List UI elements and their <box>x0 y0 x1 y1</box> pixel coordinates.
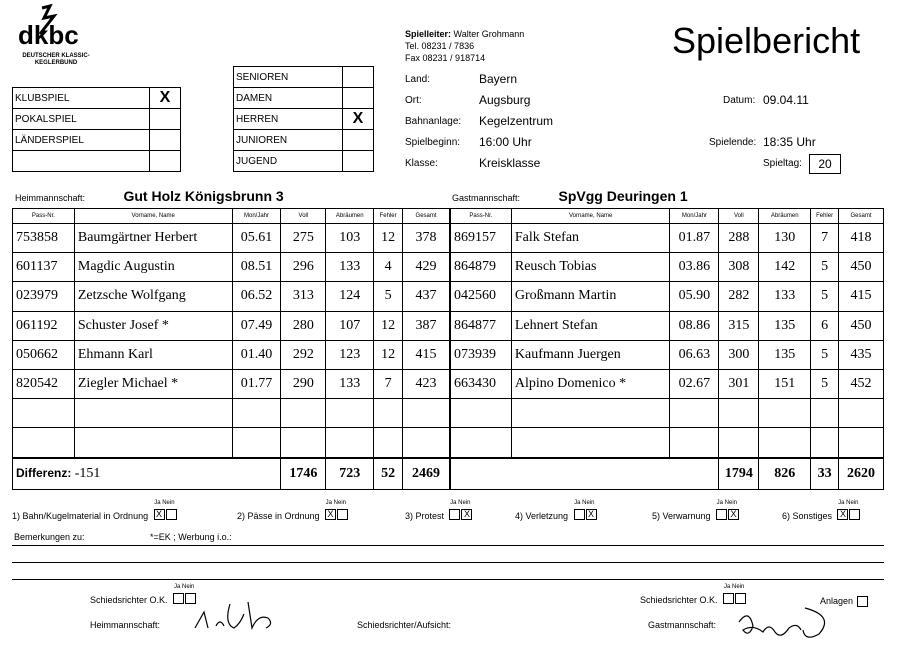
spieltag-label: Spieltag: <box>763 158 802 169</box>
logo-line1: DEUTSCHER KLASSIC- <box>22 53 90 59</box>
guest-cell-abraeumen[interactable]: 151 <box>759 369 811 398</box>
schiri-ok-label-right: Schiedsrichter O.K. <box>640 595 718 605</box>
schiri-ok-label-left: Schiedsrichter O.K. <box>90 595 168 605</box>
spielende-label: Spielende: <box>709 137 757 148</box>
guest-cell-voll[interactable]: 308 <box>719 253 759 282</box>
home-cell-voll[interactable]: 280 <box>281 311 326 340</box>
check-nein-box[interactable]: X <box>461 509 472 520</box>
home-cell-fehler[interactable]: 12 <box>374 224 403 253</box>
home-cell-fehler[interactable]: 12 <box>374 340 403 369</box>
home-cell-fehler[interactable]: 7 <box>374 369 403 398</box>
home-cell-abraeumen[interactable] <box>326 428 374 458</box>
guest-signature-icon <box>735 602 835 642</box>
home-cell-mon-jahr[interactable] <box>232 428 281 458</box>
home-cell-name[interactable]: Zetzsche Wolfgang <box>74 282 232 311</box>
match-info <box>405 70 885 175</box>
table-row <box>13 282 450 311</box>
guest-col-abraeumen: Abräumen <box>759 209 811 224</box>
check-item-3 <box>405 500 472 524</box>
spielende-value[interactable]: 18:35 Uhr <box>763 135 816 149</box>
home-cell-gesamt[interactable]: 437 <box>403 282 450 311</box>
land-label: Land: <box>405 74 431 85</box>
check-item-2 <box>237 500 348 524</box>
guest-cell-pass-nr[interactable]: 663430 <box>451 369 512 398</box>
home-cell-voll[interactable]: 296 <box>281 253 326 282</box>
home-cell-name[interactable]: Ehmann Karl <box>74 340 232 369</box>
home-cell-voll[interactable]: 275 <box>281 224 326 253</box>
check-jn-label: Ja Nein <box>574 500 595 506</box>
guest-cell-voll[interactable]: 301 <box>719 369 759 398</box>
table-row <box>451 340 884 369</box>
guest-cell-abraeumen[interactable] <box>759 428 811 458</box>
table-row <box>451 311 884 340</box>
datum-label: Datum: <box>723 95 756 106</box>
spielbeginn-label: Spielbeginn: <box>405 137 461 148</box>
fax-label: Fax <box>405 53 421 63</box>
home-cell-name[interactable]: Schuster Josef * <box>74 311 232 340</box>
home-cell-pass-nr[interactable]: 820542 <box>13 369 75 398</box>
home-cell-pass-nr[interactable]: 061192 <box>13 311 75 340</box>
home-cell-abraeumen[interactable]: 107 <box>326 311 374 340</box>
guest-cell-mon-jahr[interactable]: 06.63 <box>670 340 719 369</box>
guest-cell-gesamt[interactable]: 435 <box>839 340 884 369</box>
footer-heim-label: Heimmannschaft: <box>90 620 161 630</box>
guest-cell-voll[interactable]: 315 <box>719 311 759 340</box>
check-jn-label: Ja Nein <box>838 500 859 506</box>
table-row <box>451 282 884 311</box>
cat-herren-mark[interactable]: X <box>343 109 374 130</box>
footer-jn-right: Ja Nein <box>724 584 745 590</box>
home-cell-name[interactable] <box>74 428 232 458</box>
check-ja-box[interactable]: X <box>325 509 336 520</box>
table-row <box>13 340 450 369</box>
bahnanlage-label: Bahnanlage: <box>405 116 462 127</box>
fax-value: 08231 / 918714 <box>422 53 486 63</box>
home-total-row <box>13 458 450 490</box>
home-cell-voll[interactable] <box>281 428 326 458</box>
logo-line2: KEGLERBUND <box>34 60 78 66</box>
cat-laenderspiel-mark[interactable] <box>150 130 181 151</box>
schiri-ok-right-ja[interactable] <box>723 593 734 604</box>
guest-col-mon-jahr: Mon/Jahr <box>670 209 719 224</box>
check-jn-label: Ja Nein <box>450 500 471 506</box>
home-cell-abraeumen[interactable]: 123 <box>326 340 374 369</box>
cat-senioren: SENIOREN <box>234 67 343 88</box>
home-cell-fehler[interactable] <box>374 428 403 458</box>
home-cell-pass-nr[interactable]: 753858 <box>13 224 75 253</box>
home-cell-mon-jahr[interactable] <box>232 399 281 428</box>
cat-jugend-mark[interactable] <box>343 151 374 172</box>
table-row <box>451 224 884 253</box>
home-cell-abraeumen[interactable] <box>326 399 374 428</box>
home-cell-name[interactable]: Ziegler Michael * <box>74 369 232 398</box>
guest-cell-pass-nr[interactable] <box>451 428 512 458</box>
cat-jugend: JUGEND <box>234 151 343 172</box>
home-cell-voll[interactable] <box>281 399 326 428</box>
check-ja-box[interactable]: X <box>154 509 165 520</box>
guest-total-row <box>451 458 884 490</box>
guest-cell-fehler[interactable] <box>811 399 839 428</box>
guest-cell-abraeumen[interactable]: 133 <box>759 282 811 311</box>
home-cell-gesamt[interactable]: 387 <box>403 311 450 340</box>
guest-cell-abraeumen[interactable] <box>759 399 811 428</box>
table-row <box>451 253 884 282</box>
land-value[interactable]: Bayern <box>479 72 518 86</box>
guest-cell-abraeumen[interactable]: 135 <box>759 311 811 340</box>
guest-cell-pass-nr[interactable]: 073939 <box>451 340 512 369</box>
class-type-table <box>233 66 374 172</box>
check-nein-box[interactable] <box>166 509 177 520</box>
guest-cell-gesamt[interactable]: 452 <box>839 369 884 398</box>
guest-cell-mon-jahr[interactable] <box>670 399 719 428</box>
home-cell-gesamt[interactable]: 423 <box>403 369 450 398</box>
home-cell-abraeumen[interactable]: 133 <box>326 369 374 398</box>
guest-cell-pass-nr[interactable]: 042560 <box>451 282 512 311</box>
home-cell-name[interactable]: Magdic Augustin <box>74 253 232 282</box>
guest-cell-voll[interactable] <box>719 399 759 428</box>
remarks-text[interactable]: *=EK ; Werbung i.o.: <box>150 532 232 542</box>
guest-cell-fehler[interactable]: 5 <box>811 253 839 282</box>
check-label: 5) Verwarnung <box>652 511 711 521</box>
home-cell-name[interactable]: Baumgärtner Herbert <box>74 224 232 253</box>
check-nein-box[interactable] <box>849 509 860 520</box>
bahnanlage-value[interactable]: Kegelzentrum <box>479 114 554 128</box>
check-nein-box[interactable] <box>337 509 348 520</box>
guest-col-name: Vorname, Name <box>511 209 670 224</box>
page-title: Spielbericht <box>672 20 861 61</box>
guest-cell-name[interactable]: Alpino Domenico * <box>511 369 670 398</box>
home-col-fehler: Fehler <box>374 209 403 224</box>
home-col-pass-nr: Pass-Nr. <box>13 209 75 224</box>
home-team <box>15 188 284 206</box>
check-ja-box[interactable] <box>716 509 727 520</box>
guest-cell-pass-nr[interactable]: 864879 <box>451 253 512 282</box>
check-nein-box[interactable]: X <box>586 509 597 520</box>
home-col-abraeumen: Abräumen <box>326 209 374 224</box>
guest-cell-mon-jahr[interactable]: 05.90 <box>670 282 719 311</box>
cat-empty <box>13 151 150 172</box>
guest-cell-gesamt[interactable] <box>839 428 884 458</box>
guest-cell-abraeumen[interactable]: 142 <box>759 253 811 282</box>
cat-laenderspiel: LÄNDERSPIEL <box>13 130 150 151</box>
home-cell-abraeumen[interactable]: 103 <box>326 224 374 253</box>
check-ja-box[interactable]: X <box>837 509 848 520</box>
home-cell-gesamt[interactable]: 429 <box>403 253 450 282</box>
check-label: 1) Bahn/Kugelmaterial in Ordnung <box>12 511 149 521</box>
cat-junioren: JUNIOREN <box>234 130 343 151</box>
home-cell-gesamt[interactable]: 378 <box>403 224 450 253</box>
home-cell-fehler[interactable] <box>374 399 403 428</box>
home-team-label: Heimmannschaft: <box>15 193 86 203</box>
guest-cell-voll[interactable]: 288 <box>719 224 759 253</box>
guest-cell-name[interactable] <box>511 428 670 458</box>
guest-cell-mon-jahr[interactable]: 03.86 <box>670 253 719 282</box>
ort-label: Ort: <box>405 95 422 106</box>
cat-pokalspiel: POKALSPIEL <box>13 109 150 130</box>
guest-cell-gesamt[interactable]: 418 <box>839 224 884 253</box>
klasse-label: Klasse: <box>405 158 438 169</box>
home-cell-abraeumen[interactable]: 124 <box>326 282 374 311</box>
footer-schiri-ok-left <box>90 584 196 608</box>
guest-cell-mon-jahr[interactable] <box>670 428 719 458</box>
home-cell-pass-nr[interactable] <box>13 428 75 458</box>
table-row <box>13 399 450 428</box>
klasse-value[interactable]: Kreisklasse <box>479 156 541 170</box>
spielleiter-name: Walter Grohmann <box>453 29 525 39</box>
guest-cell-pass-nr[interactable]: 864877 <box>451 311 512 340</box>
guest-cell-name[interactable]: Großmann Martin <box>511 282 670 311</box>
guest-cell-voll[interactable]: 282 <box>719 282 759 311</box>
logo-letters: dkbc <box>18 20 79 48</box>
table-row <box>451 428 884 458</box>
home-cell-name[interactable] <box>74 399 232 428</box>
check-label: 4) Verletzung <box>515 511 569 521</box>
guest-team <box>452 188 688 206</box>
footer-gast-label: Gastmannschaft: <box>648 620 717 630</box>
guest-cell-name[interactable]: Reusch Tobias <box>511 253 670 282</box>
guest-col-voll: Voll <box>719 209 759 224</box>
guest-cell-fehler[interactable]: 7 <box>811 224 839 253</box>
cat-junioren-mark[interactable] <box>343 130 374 151</box>
guest-players-table <box>450 208 884 490</box>
home-total-gesamt[interactable]: 2469 <box>403 458 450 490</box>
guest-total-abraeumen[interactable]: 826 <box>759 458 811 490</box>
guest-cell-name[interactable]: Lehnert Stefan <box>511 311 670 340</box>
cat-herren: HERREN <box>234 109 343 130</box>
guest-col-gesamt: Gesamt <box>839 209 884 224</box>
check-item-4 <box>515 500 597 524</box>
differenz-value[interactable]: -151 <box>74 465 101 481</box>
home-cell-abraeumen[interactable]: 133 <box>326 253 374 282</box>
cat-pokalspiel-mark[interactable] <box>150 109 181 130</box>
anlagen-checkbox[interactable] <box>857 596 868 607</box>
guest-cell-abraeumen[interactable]: 135 <box>759 340 811 369</box>
home-team-name[interactable]: Gut Holz Königsbrunn 3 <box>123 188 284 204</box>
home-col-gesamt: Gesamt <box>403 209 450 224</box>
home-col-name: Vorname, Name <box>74 209 232 224</box>
check-ja-box[interactable] <box>574 509 585 520</box>
tel-value: 08231 / 7836 <box>421 41 475 51</box>
home-total-abraeumen[interactable]: 723 <box>326 458 374 490</box>
schiri-ok-left-ja[interactable] <box>173 593 184 604</box>
home-cell-pass-nr[interactable]: 050662 <box>13 340 75 369</box>
guest-cell-name[interactable]: Kaufmann Juergen <box>511 340 670 369</box>
check-item-6 <box>782 500 860 524</box>
remarks-line-1 <box>12 545 884 546</box>
guest-cell-pass-nr[interactable]: 869157 <box>451 224 512 253</box>
cat-klubspiel: KLUBSPIEL <box>13 88 150 109</box>
anlagen-label: Anlagen <box>820 596 854 606</box>
guest-cell-voll[interactable] <box>719 428 759 458</box>
guest-cell-abraeumen[interactable]: 130 <box>759 224 811 253</box>
guest-cell-pass-nr[interactable] <box>451 399 512 428</box>
home-cell-mon-jahr[interactable]: 06.52 <box>232 282 281 311</box>
spielleiter-block <box>405 28 524 64</box>
table-row <box>13 253 450 282</box>
spielleiter-label: Spielleiter: <box>405 29 452 39</box>
home-cell-mon-jahr[interactable]: 01.77 <box>232 369 281 398</box>
remarks-label: Bemerkungen zu: <box>14 532 85 542</box>
guest-cell-fehler[interactable]: 5 <box>811 340 839 369</box>
check-jn-label: Ja Nein <box>325 500 346 506</box>
home-col-voll: Voll <box>281 209 326 224</box>
guest-cell-gesamt[interactable]: 450 <box>839 311 884 340</box>
home-cell-fehler[interactable]: 4 <box>374 253 403 282</box>
home-cell-fehler[interactable]: 5 <box>374 282 403 311</box>
home-players-table <box>12 208 450 490</box>
footer-schiri-ok-right <box>640 584 746 608</box>
check-label: 2) Pässe in Ordnung <box>237 511 320 521</box>
datum-value[interactable]: 09.04.11 <box>763 93 809 107</box>
guest-cell-name[interactable]: Falk Stefan <box>511 224 670 253</box>
home-cell-gesamt[interactable] <box>403 399 450 428</box>
guest-cell-gesamt[interactable] <box>839 399 884 428</box>
table-row <box>13 369 450 398</box>
guest-cell-fehler[interactable]: 5 <box>811 369 839 398</box>
home-cell-pass-nr[interactable] <box>13 399 75 428</box>
home-cell-voll[interactable]: 313 <box>281 282 326 311</box>
guest-cell-mon-jahr[interactable]: 01.87 <box>670 224 719 253</box>
home-signature-icon <box>190 598 285 634</box>
guest-cell-fehler[interactable]: 6 <box>811 311 839 340</box>
home-total-voll[interactable]: 1746 <box>281 458 326 490</box>
check-label: 6) Sonstiges <box>782 511 833 521</box>
table-row <box>13 428 450 458</box>
guest-cell-gesamt[interactable]: 415 <box>839 282 884 311</box>
cat-damen-mark[interactable] <box>343 88 374 109</box>
guest-cell-gesamt[interactable]: 450 <box>839 253 884 282</box>
home-cell-voll[interactable]: 290 <box>281 369 326 398</box>
home-cell-fehler[interactable]: 12 <box>374 311 403 340</box>
check-jn-label: Ja Nein <box>154 500 175 506</box>
spielbeginn-value[interactable]: 16:00 Uhr <box>479 135 532 149</box>
home-cell-pass-nr[interactable]: 023979 <box>13 282 75 311</box>
home-cell-mon-jahr[interactable]: 07.49 <box>232 311 281 340</box>
guest-total-voll[interactable]: 1794 <box>719 458 759 490</box>
differenz-label: Differenz: <box>16 465 72 480</box>
guest-cell-mon-jahr[interactable]: 02.67 <box>670 369 719 398</box>
home-cell-voll[interactable]: 292 <box>281 340 326 369</box>
table-row <box>13 311 450 340</box>
guest-total-fehler[interactable]: 33 <box>811 458 839 490</box>
home-cell-mon-jahr[interactable]: 05.61 <box>232 224 281 253</box>
remarks-line-2 <box>12 562 884 563</box>
home-cell-gesamt[interactable] <box>403 428 450 458</box>
guest-team-label: Gastmannschaft: <box>452 193 521 203</box>
table-row <box>451 399 884 428</box>
home-col-mon-jahr: Mon/Jahr <box>232 209 281 224</box>
guest-col-pass-nr: Pass-Nr. <box>451 209 512 224</box>
check-nein-box[interactable]: X <box>728 509 739 520</box>
guest-total-gesamt[interactable]: 2620 <box>839 458 884 490</box>
home-header-row <box>13 209 450 224</box>
guest-team-name[interactable]: SpVgg Deuringen 1 <box>558 188 688 204</box>
table-row <box>13 224 450 253</box>
cat-klubspiel-mark[interactable]: X <box>150 88 181 109</box>
guest-col-fehler: Fehler <box>811 209 839 224</box>
ort-value[interactable]: Augsburg <box>479 93 531 107</box>
footer-schiri-aufsicht-label: Schiedsrichter/Aufsicht: <box>357 620 452 630</box>
cat-damen: DAMEN <box>234 88 343 109</box>
tel-label: Tel. <box>405 41 420 51</box>
check-item-5 <box>652 500 739 524</box>
cat-empty-mark[interactable] <box>150 151 181 172</box>
remarks-line-3 <box>12 579 884 580</box>
checks-row <box>12 500 888 524</box>
check-item-1 <box>12 500 177 524</box>
check-ja-box[interactable] <box>449 509 460 520</box>
game-type-table <box>12 87 181 172</box>
dkbc-logo <box>14 4 98 64</box>
guest-cell-mon-jahr[interactable]: 08.86 <box>670 311 719 340</box>
footer-jn-left: Ja Nein <box>174 584 195 590</box>
home-cell-pass-nr[interactable]: 601137 <box>13 253 75 282</box>
check-jn-label: Ja Nein <box>716 500 737 506</box>
guest-cell-voll[interactable]: 300 <box>719 340 759 369</box>
cat-senioren-mark[interactable] <box>343 67 374 88</box>
logo-emblem-icon <box>14 4 98 48</box>
spieltag-value[interactable]: 20 <box>809 154 841 174</box>
guest-header-row <box>451 209 884 224</box>
check-label: 3) Protest <box>405 511 445 521</box>
home-cell-gesamt[interactable]: 415 <box>403 340 450 369</box>
home-cell-mon-jahr[interactable]: 01.40 <box>232 340 281 369</box>
guest-cell-name[interactable] <box>511 399 670 428</box>
home-total-fehler[interactable]: 52 <box>374 458 403 490</box>
table-row <box>451 369 884 398</box>
guest-cell-fehler[interactable] <box>811 428 839 458</box>
guest-cell-fehler[interactable]: 5 <box>811 282 839 311</box>
home-cell-mon-jahr[interactable]: 08.51 <box>232 253 281 282</box>
